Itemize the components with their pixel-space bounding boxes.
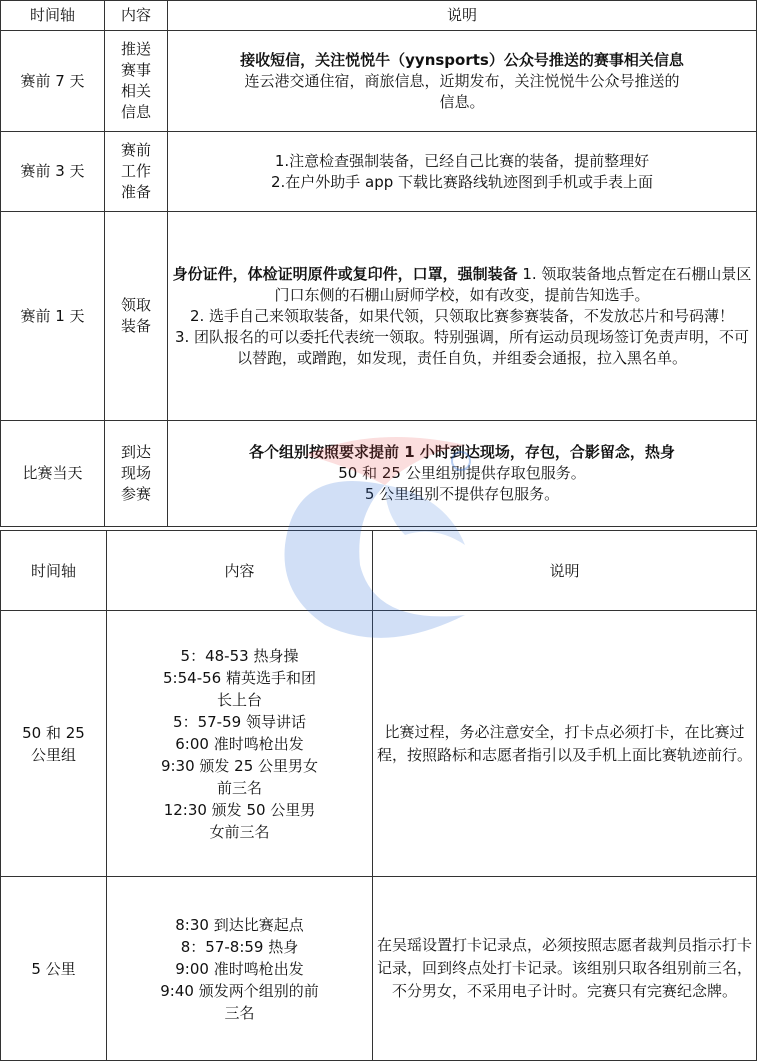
row-content [105, 132, 168, 212]
table-row [1, 611, 757, 877]
row-description-line: 连云港交通住宿，商旅信息，近期发布，关注悦悦牛公众号推送的 [244, 71, 680, 90]
schedule-item: 6:00 准时鸣枪出发 [175, 734, 304, 753]
row-timeline: 比赛当天 [1, 421, 105, 527]
row-description-bold: 各个组别按照要求提前 1 小时到达现场，存包，合影留念，热身 [249, 443, 675, 461]
row-description-bold: 接收短信，关注悦悦牛（yynsports）公众号推送的赛事相关信息 [240, 50, 684, 69]
row-content-text: 赛前工作准备 [120, 141, 151, 201]
row-timeline [1, 611, 107, 877]
row-timeline-text: 50 和 25 公里组 [22, 723, 85, 764]
row-description: 在吴瑶设置打卡记录点，必须按照志愿者裁判员指示打卡记录，回到终点处打卡记录。该组别只取各组别前三名，不分男女，不采用电子计时。完赛只有完赛纪念牌。 [373, 877, 757, 1061]
schedule-item: 9:00 准时鸣枪出发 [175, 959, 304, 978]
row-description-line: 1.注意检查强制装备，已经自己比赛的装备，提前整理好 [274, 151, 650, 170]
row-content [105, 212, 168, 421]
row-description-line: 50 和 25 公里组别提供存取包服务。 [338, 464, 586, 482]
row-description-line: 2. 选手自己来领取装备，如果代领，只领取比赛参赛装备，不发放芯片和号码薄！ [189, 306, 735, 325]
schedule-item: 5:54-56 精英选手和团长上台 [163, 668, 316, 709]
row-content-text: 领取装备 [120, 296, 151, 335]
row-description-line: 1. 领取装备地点暂定在石棚山景区门口东侧的石棚山厨师学校，如有改变，提前告知选手。 [274, 264, 752, 304]
header-description: 说明 [168, 1, 757, 31]
table-row [1, 421, 757, 527]
row-description-line: 5 公里组别不提供存包服务。 [364, 485, 560, 503]
row-content-text: 到达现场参赛 [120, 443, 151, 503]
schedule-item: 9:30 颁发 25 公里男女前三名 [160, 756, 319, 797]
schedule-item: 8：57-8:59 热身 [180, 937, 299, 956]
table-row [1, 877, 757, 1061]
row-description [168, 421, 757, 527]
row-content [107, 611, 373, 877]
row-timeline: 赛前 1 天 [1, 212, 105, 421]
table-header-row [1, 1, 757, 31]
row-content-text: 推送赛事相关信息 [120, 40, 151, 121]
schedule-item: 5：57-59 领导讲话 [173, 712, 306, 731]
row-description-bold: 身份证件，体检证明原件或复印件，口罩，强制装备 [172, 264, 518, 283]
header-content: 内容 [107, 531, 373, 611]
schedule-item: 9:40 颁发两个组别的前三名 [160, 981, 319, 1022]
header-timeline: 时间轴 [1, 1, 105, 31]
row-description: 比赛过程，务必注意安全，打卡点必须打卡，在比赛过程，按照路标和志愿者指引以及手机上面比赛轨迹前行。 [373, 611, 757, 877]
row-timeline: 赛前 3 天 [1, 132, 105, 212]
row-timeline: 5 公里 [1, 877, 107, 1061]
row-content [105, 31, 168, 132]
schedule-item: 8:30 到达比赛起点 [175, 915, 304, 934]
schedule-table-pre-race [0, 0, 757, 527]
row-description [168, 132, 757, 212]
schedule-item: 12:30 颁发 50 公里男女前三名 [163, 800, 316, 841]
row-description-line: 信息。 [439, 92, 485, 111]
schedule-item: 5：48-53 热身操 [180, 646, 299, 665]
table-row [1, 31, 757, 132]
header-timeline: 时间轴 [1, 531, 107, 611]
row-description-line: 3. 团队报名的可以委托代表统一领取。特别强调，所有运动员现场签订免责声明，不可以替跑，或蹭跑，如发现，责任自负，并组委会通报，拉入黑名单。 [174, 327, 750, 367]
row-content [107, 877, 373, 1061]
header-content: 内容 [105, 1, 168, 31]
row-timeline: 赛前 7 天 [1, 31, 105, 132]
row-description [168, 212, 757, 421]
header-description: 说明 [373, 531, 757, 611]
schedule-table-race-day [0, 530, 757, 1061]
table-row [1, 132, 757, 212]
row-description [168, 31, 757, 132]
table-header-row [1, 531, 757, 611]
table-row [1, 212, 757, 421]
row-content [105, 421, 168, 527]
row-description-line: 2.在户外助手 app 下载比赛路线轨迹图到手机或手表上面 [270, 172, 654, 191]
